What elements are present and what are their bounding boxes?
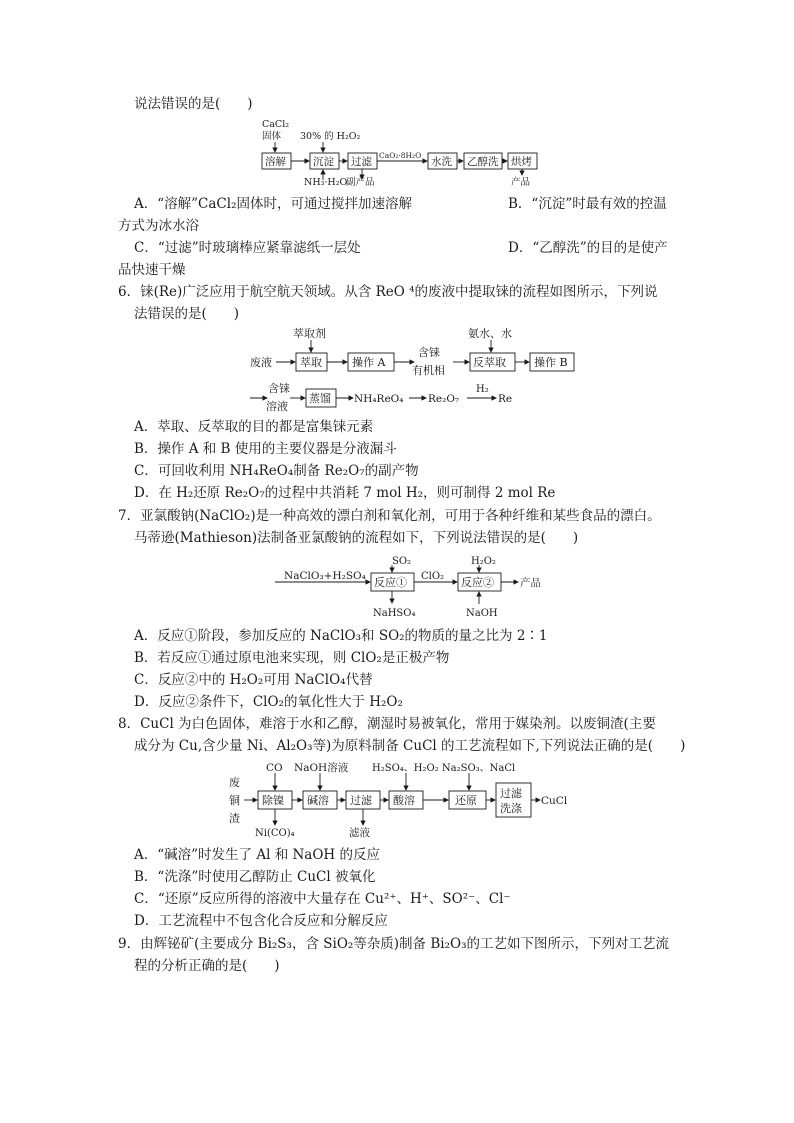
q7-reaction1-label: 反应① bbox=[374, 576, 407, 589]
q6-nh4reo4-label: NH₄ReO₄ bbox=[354, 393, 404, 405]
q8-waste-char-1: 废 bbox=[229, 776, 240, 789]
q6-h2-label: H₂ bbox=[476, 384, 489, 395]
q5-option-a-line1: A．“溶解”CaCl₂固体时，可通过搅拌加速溶解 bbox=[134, 196, 412, 212]
q5-step-water-wash-label: 水洗 bbox=[431, 156, 452, 168]
q7-so2-label: SO₂ bbox=[392, 556, 412, 567]
q8-option-d: D．工艺流程中不包含化合反应和分解反应 bbox=[134, 913, 388, 929]
q7-option-a: A．反应①阶段，参加反应的 NaClO₃和 SO₂的物质的量之比为 2∶1 bbox=[134, 628, 548, 644]
q5-step-ethanol-wash-label: 乙醇洗 bbox=[467, 156, 499, 168]
q8-remove-ni-label: 除镍 bbox=[262, 794, 284, 807]
q6-option-c: C．可回收利用 NH₄ReO₄制备 Re₂O₇的副产物 bbox=[134, 463, 419, 479]
q5-step-dissolve-label: 溶解 bbox=[265, 156, 286, 168]
q6-waste-liquid-label: 废液 bbox=[250, 356, 272, 369]
q6-option-d: D．在 H₂还原 Re₂O₇的过程中共消耗 7 mol H₂，则可制得 2 mol Re bbox=[134, 485, 556, 501]
q9-stem-line1: 9．由辉铋矿(主要成分 Bi₂S₃，含 SiO₂等杂质)制备 Bi₂O₃的工艺如下图所示，下列对工艺流 bbox=[118, 936, 669, 952]
q9-stem-line2: 程的分析正确的是( ) bbox=[134, 958, 280, 974]
q8-filter-wash-label-1: 过滤 bbox=[500, 787, 522, 800]
q8-flowchart bbox=[0, 756, 794, 844]
q8-filter-label: 过滤 bbox=[350, 794, 372, 807]
q8-acid-label: 酸溶 bbox=[393, 794, 415, 807]
q6-extract-label: 萃取 bbox=[300, 356, 322, 369]
q5-step-filter-label: 过滤 bbox=[351, 156, 372, 168]
q6-op-a-label: 操作 A bbox=[352, 356, 386, 369]
q8-nico4-label: Ni(CO)₄ bbox=[255, 828, 295, 839]
q8-co-label: CO bbox=[266, 762, 283, 774]
q8-filtrate-label: 滤液 bbox=[349, 827, 370, 839]
q5-stem-tail: 说法错误的是( ) bbox=[134, 96, 253, 112]
q7-option-b: B．若反应①通过原电池来实现，则 ClO₂是正极产物 bbox=[134, 650, 450, 666]
q8-filter-wash-label-2: 洗涤 bbox=[500, 802, 522, 815]
q5-option-b-line1: B．“沉淀”时最有效的控温 bbox=[508, 196, 667, 212]
q5-option-b-line2: 方式为冰水浴 bbox=[118, 218, 199, 234]
q7-clo2-label: ClO₂ bbox=[421, 571, 445, 582]
q7-option-d: D．反应②条件下，ClO₂的氧化性大于 H₂O₂ bbox=[134, 694, 403, 710]
q7-product-label: 产品 bbox=[520, 577, 541, 589]
q5-option-c-line1: C．“过滤”时玻璃棒应紧靠滤纸一层处 bbox=[134, 240, 361, 256]
q8-option-a: A．“碱溶”时发生了 Al 和 NaOH 的反应 bbox=[134, 847, 380, 863]
q8-option-b: B．“洗涤”时使用乙醇防止 CuCl 被氧化 bbox=[134, 869, 376, 885]
q5-product-label: 产品 bbox=[511, 177, 531, 188]
q5-flowchart bbox=[0, 116, 794, 186]
q5-solid-label: 固体 bbox=[262, 131, 282, 142]
q8-alkali-label: 碱溶 bbox=[307, 794, 329, 807]
q6-re-label: Re bbox=[498, 393, 513, 405]
q7-stem-line1: 7．亚氯酸钠(NaClO₂)是一种高效的漂白剂和氧化剂，可用于各种纤维和某些食品的漂白。 bbox=[118, 508, 661, 524]
q5-nh3-label: NH₃·H₂O bbox=[304, 177, 348, 188]
q7-stem-line2: 马蒂逊(Mathieson)法制备亚氯酸钠的流程如下，下列说法错误的是( ) bbox=[134, 530, 579, 546]
q6-extractant-label: 萃取剂 bbox=[293, 327, 326, 340]
q6-flowchart bbox=[0, 322, 794, 412]
q6-ammonia-label: 氨水、水 bbox=[468, 327, 512, 340]
q8-reagents-label: H₂SO₄、H₂O₂ Na₂SO₃、NaCl bbox=[372, 763, 516, 774]
q6-stem-line1: 6．铼(Re)广泛应用于航空航天领域。从含 ReO ⁴的废液中提取铼的流程如图所示，下列说 bbox=[118, 284, 658, 300]
q6-op-b-label: 操作 B bbox=[534, 356, 568, 369]
q5-option-d-line1: D．“乙醇洗”的目的是使产 bbox=[508, 240, 668, 256]
q8-reduce-label: 还原 bbox=[455, 794, 477, 807]
q7-option-c: C．反应②中的 H₂O₂可用 NaClO₄代替 bbox=[134, 672, 373, 688]
q6-re-containing-2-label: 含铼 bbox=[268, 382, 290, 395]
q8-stem-line2: 成分为 Cu,含少量 Ni、Al₂O₃等)为原料制备 CuCl 的工艺流程如下,下列说法正确的是( ) bbox=[134, 738, 686, 754]
q8-waste-char-3: 渣 bbox=[229, 812, 240, 825]
q7-flowchart bbox=[0, 550, 794, 622]
q8-stem-line1: 8．CuCl 为白色固体，难溶于水和乙醇，潮湿时易被氧化，常用于媒染剂。以废铜渣(主要 bbox=[118, 716, 656, 732]
q6-option-b: B．操作 A 和 B 使用的主要仪器是分液漏斗 bbox=[134, 441, 397, 457]
q5-step-precipitate-label: 沉淀 bbox=[313, 156, 334, 168]
q7-nahso4-label: NaHSO₄ bbox=[373, 608, 416, 619]
q5-crystal-label: CaO₂·8H₂O bbox=[379, 151, 422, 160]
q7-feed-label: NaClO₃+H₂SO₄ bbox=[284, 570, 366, 582]
q6-back-extract-label: 反萃取 bbox=[473, 356, 506, 369]
q8-waste-char-2: 铜 bbox=[229, 794, 240, 807]
q8-naoh-solution-label: NaOH溶液 bbox=[294, 762, 349, 774]
q7-h2o2-label: H₂O₂ bbox=[471, 556, 496, 567]
q7-naoh-label: NaOH bbox=[466, 608, 498, 619]
q6-re2o7-label: Re₂O₇ bbox=[428, 393, 460, 405]
q5-byproduct-label: 副产品 bbox=[346, 177, 375, 188]
q6-organic-phase-label: 有机相 bbox=[412, 364, 445, 377]
q6-re-containing-label: 含铼 bbox=[418, 346, 440, 359]
q5-cacl2-label: CaCl₂ bbox=[262, 119, 290, 130]
q6-option-a: A．萃取、反萃取的目的都是富集铼元素 bbox=[134, 419, 374, 435]
q6-solution-label: 溶液 bbox=[266, 400, 288, 413]
q5-option-d-line2: 品快速干燥 bbox=[118, 262, 186, 278]
q6-stem-line2: 法错误的是( ) bbox=[134, 306, 240, 322]
q5-h2o2-label: 30% 的 H₂O₂ bbox=[300, 131, 361, 142]
q7-reaction2-label: 反应② bbox=[461, 576, 494, 589]
q6-evaporate-label: 蒸馏 bbox=[309, 392, 331, 405]
q8-cucl-label: CuCl bbox=[541, 795, 568, 807]
q5-step-bake-label: 烘烤 bbox=[511, 156, 532, 168]
q8-option-c: C．“还原”反应所得的溶液中大量存在 Cu²⁺、H⁺、SO²⁻、Cl⁻ bbox=[134, 891, 511, 907]
